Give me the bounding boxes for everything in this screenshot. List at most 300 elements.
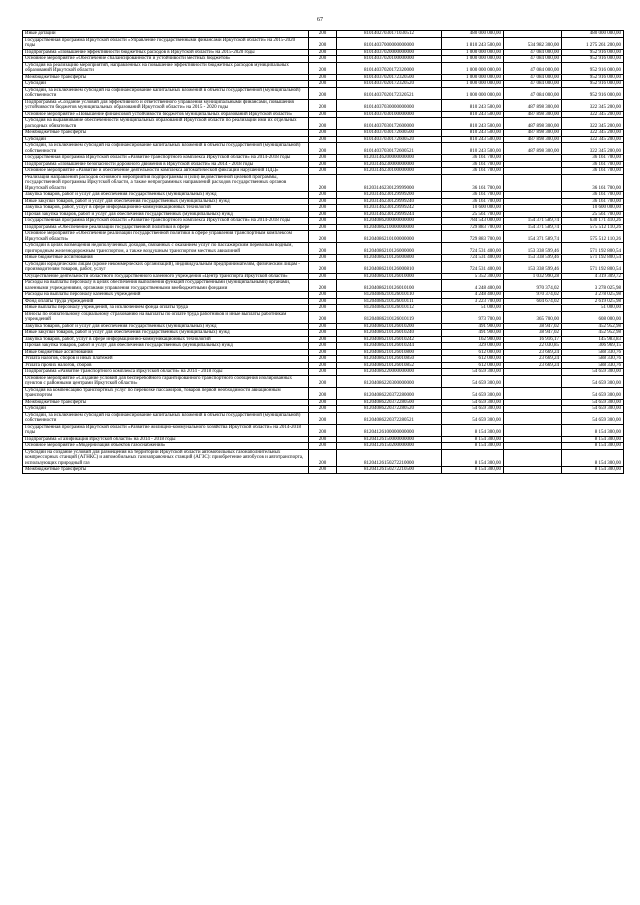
row-name-cell: Государственная программа Иркутской области «Развитие жилищно-коммунального хозяйства Иркутской области» на 2014-2018 годы — [23, 424, 309, 436]
row-code-cell: 81204086210126010200 — [337, 323, 442, 330]
row-name-cell: Фонд оплаты труда учреждений — [23, 298, 309, 305]
row-executed-cell: 365 700,00 — [504, 311, 562, 323]
row-code-cell: 81204086210126000800 — [337, 255, 442, 262]
row-name-cell: Государственная программа Иркутской области «Развитие транспортного комплекса Иркутской области» на 2014-2018 годы — [23, 155, 309, 162]
row-name-cell: Основное мероприятие «Создание условий для бесперебойного гарантированного транспортного сообщения изолированных пунктов с районными центрами Иркутской области» — [23, 375, 309, 387]
row-kod-cell: 200 — [309, 81, 337, 88]
row-approved-cell: 973 700,00 — [442, 311, 504, 323]
table-row — [23, 231, 624, 243]
row-kod-cell: 200 — [309, 130, 337, 137]
table-row — [23, 375, 624, 387]
row-kod-cell: 200 — [309, 49, 337, 56]
row-name-cell: Основное мероприятие «Повышение финансовой устойчивости бюджетов муниципальных образований Иркутской области» — [23, 111, 309, 118]
table-row — [23, 111, 624, 118]
row-executed-cell — [504, 412, 562, 424]
row-code-cell: 81204086220372280521 — [337, 412, 442, 424]
row-kod-cell: 200 — [309, 280, 337, 292]
row-kod-cell: 200 — [309, 305, 337, 312]
row-unexecuted-cell: 322 345 200,00 — [562, 130, 624, 137]
table-row — [23, 87, 624, 99]
row-name-cell: Подпрограмма «Обеспечение реализации государственной политики в сфере — [23, 224, 309, 231]
row-approved-cell: 1 000 000 000,00 — [442, 49, 504, 56]
row-name-cell: Субсидии, за исключением субсидий на софинансирование капитальных вложений в объекты государственной (муниципальной) собственности — [23, 412, 309, 424]
row-code-cell: 81203146230129999000 — [337, 174, 442, 192]
row-code-cell: 81204086210126000810 — [337, 261, 442, 273]
row-name-cell: Закупка товаров, работ и услуг для обеспечения государственных (муниципальных) нужд — [23, 192, 309, 199]
row-executed-cell: 970 374,02 — [504, 292, 562, 299]
row-name-cell: Закупка товаров, работ, услуг в сфере информационно-коммуникационных технологий — [23, 205, 309, 212]
row-kod-cell: 200 — [309, 143, 337, 155]
row-kod-cell: 200 — [309, 406, 337, 413]
row-approved-cell: 1 000 000 000,00 — [442, 81, 504, 88]
row-approved-cell: 36 161 700,00 — [442, 161, 504, 168]
row-unexecuted-cell: 4 319 309,72 — [562, 273, 624, 280]
row-approved-cell: 8 154 300,00 — [442, 424, 504, 436]
row-unexecuted-cell: 54 659 300,00 — [562, 406, 624, 413]
row-name-cell: Субсидии, за исключением субсидий на софинансирование капитальных вложений в объекты государственной (муниципальной) собственности — [23, 87, 309, 99]
row-executed-cell: 38 947,02 — [504, 330, 562, 337]
row-unexecuted-cell: 54 659 300,00 — [562, 369, 624, 376]
row-code-cell: 81204086220000000000 — [337, 369, 442, 376]
row-approved-cell: 54 659 300,00 — [442, 369, 504, 376]
row-kod-cell: 200 — [309, 205, 337, 212]
row-name-cell: Субсидия на реализацию мероприятий, направленных на повышение эффективности бюджетных расходов муниципальных образований Иркутской области — [23, 62, 309, 74]
row-kod-cell: 200 — [309, 449, 337, 467]
row-name-cell: Основное мероприятие «Развитие и обеспечение деятельности комплекса автоматической фиксации нарушений ПДД» — [23, 168, 309, 175]
row-unexecuted-cell: 571 192 800,54 — [562, 261, 624, 273]
row-name-cell: Подпрограмма «Повышение безопасности дорожного движения в Иркутской области» на 2014 - 2018 годы — [23, 161, 309, 168]
row-code-cell: 81204086210100000000 — [337, 231, 442, 243]
table-row — [23, 243, 624, 255]
row-name-cell: Основное мероприятие «Модернизация объектов газоснабжения» — [23, 443, 309, 450]
row-code-cell: 81204086210126010112 — [337, 305, 442, 312]
row-kod-cell: 200 — [309, 87, 337, 99]
row-code-cell: 81204126150272210000 — [337, 449, 442, 467]
row-approved-cell: 5 352 300,00 — [442, 273, 504, 280]
row-kod-cell: 200 — [309, 198, 337, 205]
row-name-cell: Межбюджетные трансферты — [23, 74, 309, 81]
row-kod-cell: 200 — [309, 387, 337, 399]
row-executed-cell: 47 084 000,00 — [504, 74, 562, 81]
row-approved-cell: 36 161 700,00 — [442, 198, 504, 205]
row-name-cell: Основное мероприятие «Обеспечение реализации государственной политики в сфере управления транспортным комплексом Иркутской области» — [23, 231, 309, 243]
row-unexecuted-cell: 480 000 000,00 — [562, 31, 624, 38]
row-name-cell: Подпрограмма «Газификация Иркутской области» на 2014 - 2018 годы — [23, 436, 309, 443]
row-kod-cell: 200 — [309, 224, 337, 231]
table-row — [23, 56, 624, 63]
row-name-cell: Субсидия на компенсацию транспортных услуг по перевозке пассажиров, товаров первой необходимости авиационным транспортом — [23, 387, 309, 399]
row-kod-cell: 200 — [309, 136, 337, 143]
row-unexecuted-cell: 322 345 200,00 — [562, 118, 624, 130]
table-row — [23, 280, 624, 292]
row-kod-cell: 200 — [309, 443, 337, 450]
row-kod-cell: 200 — [309, 168, 337, 175]
row-kod-cell: 200 — [309, 467, 337, 474]
table-row — [23, 174, 624, 192]
row-unexecuted-cell: 36 161 700,00 — [562, 174, 624, 192]
table-row — [23, 424, 624, 436]
row-executed-cell: 487 898 300,00 — [504, 143, 562, 155]
row-name-cell: Субсидии в целях возмещения недополученных доходов, связанных с оказанием услуг по пассажирским перевозкам водным, пригородным железнодорожным транспортом, а также воздушным транспортом местных авиалиний — [23, 243, 309, 255]
row-kod-cell: 200 — [309, 343, 337, 350]
table-row — [23, 261, 624, 273]
row-unexecuted-cell: 452 952,98 — [562, 323, 624, 330]
row-unexecuted-cell: 2 619 025,98 — [562, 298, 624, 305]
row-approved-cell: 1 000 000 000,00 — [442, 74, 504, 81]
row-code-cell: 81204086210126010110 — [337, 292, 442, 299]
row-code-cell: 81204086210126000000 — [337, 243, 442, 255]
row-executed-cell: 1 032 990,28 — [504, 273, 562, 280]
row-approved-cell: 8 154 300,00 — [442, 449, 504, 467]
row-unexecuted-cell: 54 659 300,00 — [562, 375, 624, 387]
row-unexecuted-cell: 145 983,83 — [562, 336, 624, 343]
row-executed-cell: 154 371 589,74 — [504, 224, 562, 231]
row-unexecuted-cell: 322 345 200,00 — [562, 111, 624, 118]
row-name-cell: Закупка товаров, работ и услуг для обеспечения государственных (муниципальных) нужд — [23, 323, 309, 330]
row-kod-cell: 200 — [309, 424, 337, 436]
row-name-cell: Межбюджетные трансферты — [23, 130, 309, 137]
row-kod-cell: 200 — [309, 218, 337, 225]
row-approved-cell: 810 243 500,00 — [442, 130, 504, 137]
row-approved-cell: 491 900,00 — [442, 330, 504, 337]
row-approved-cell: 10 600 000,00 — [442, 205, 504, 212]
row-approved-cell: 36 161 700,00 — [442, 174, 504, 192]
row-code-cell: 81014037030172600521 — [337, 143, 442, 155]
row-approved-cell: 4 248 400,00 — [442, 292, 504, 299]
row-name-cell: Расходы на выплаты персоналу в целях обеспечения выполнения функций государственными (муниципальными) органами, казенными учреждениями, органами управления государственными внебюджетными фондами — [23, 280, 309, 292]
row-executed-cell — [504, 467, 562, 474]
row-unexecuted-cell: 3 278 025,98 — [562, 280, 624, 292]
row-code-cell: 81204126150272210500 — [337, 467, 442, 474]
row-executed-cell: 153 338 599,46 — [504, 243, 562, 255]
row-code-cell: 81014037000000000000 — [337, 37, 442, 49]
row-kod-cell: 200 — [309, 349, 337, 356]
row-kod-cell: 200 — [309, 155, 337, 162]
table-row — [23, 49, 624, 56]
row-name-cell: Реализация направлений расходов основного мероприятия подпрограммы и (или) ведомственной целевой программы, государственной программы Иркутской области, а также непрограммных направлений расходов государственных органов Иркутской области — [23, 174, 309, 192]
row-code-cell: 81204086200000000000 — [337, 218, 442, 225]
row-approved-cell: 1 000 000 000,00 — [442, 87, 504, 99]
table-row — [23, 311, 624, 323]
row-kod-cell: 200 — [309, 412, 337, 424]
row-executed-cell: 47 084 000,00 — [504, 87, 562, 99]
row-unexecuted-cell: 952 916 000,00 — [562, 74, 624, 81]
row-kod-cell: 200 — [309, 231, 337, 243]
row-approved-cell: 491 900,00 — [442, 323, 504, 330]
row-unexecuted-cell: 952 916 000,00 — [562, 81, 624, 88]
row-kod-cell: 200 — [309, 211, 337, 218]
row-approved-cell: 4 248 400,00 — [442, 280, 504, 292]
row-kod-cell: 200 — [309, 243, 337, 255]
row-code-cell: 81014037020172320500 — [337, 74, 442, 81]
row-executed-cell: 487 898 300,00 — [504, 118, 562, 130]
row-unexecuted-cell: 608 000,00 — [562, 311, 624, 323]
row-name-cell: Иные закупки товаров, работ и услуг для обеспечения государственных (муниципальных) нужд — [23, 330, 309, 337]
row-unexecuted-cell: 8 154 300,00 — [562, 443, 624, 450]
row-approved-cell: 810 243 500,00 — [442, 111, 504, 118]
row-executed-cell: 23 669,24 — [504, 362, 562, 369]
row-name-cell: Субсидии на создание условий для размещения на территории Иркутской области автомобильных газонаполнительных компрессорных станций (АГНКС) и автомобильных газозаправочных станций (АГЗС): приобретение автобусов и автотранспорта, использующих природный газ — [23, 449, 309, 467]
row-unexecuted-cell: 51 000,00 — [562, 305, 624, 312]
row-name-cell: Расходы на выплаты персоналу казенных учреждений — [23, 292, 309, 299]
row-code-cell: 81014027030171030512 — [337, 31, 442, 38]
row-kod-cell: 200 — [309, 74, 337, 81]
row-code-cell: 81203146230100000000 — [337, 168, 442, 175]
row-name-cell: Подпрограмма «Развитие транспортного комплекса Иркутской области» на 2014 - 2018 годы — [23, 369, 309, 376]
row-approved-cell: 329 000,00 — [442, 343, 504, 350]
row-approved-cell: 612 000,00 — [442, 362, 504, 369]
row-name-cell: Субсидии — [23, 136, 309, 143]
row-unexecuted-cell: 1 275 261 200,00 — [562, 37, 624, 49]
row-unexecuted-cell: 36 161 700,00 — [562, 192, 624, 199]
row-approved-cell: 36 161 700,00 — [442, 155, 504, 162]
table-row — [23, 412, 624, 424]
table-row — [23, 143, 624, 155]
row-unexecuted-cell: 36 161 700,00 — [562, 168, 624, 175]
row-unexecuted-cell: 3 278 025,98 — [562, 292, 624, 299]
row-unexecuted-cell: 25 561 700,00 — [562, 211, 624, 218]
row-name-cell: Взносы по обязательному социальному страхованию на выплаты по оплате труда работников и иные выплаты работникам учреждений — [23, 311, 309, 323]
row-approved-cell: 729 883 700,00 — [442, 231, 504, 243]
row-code-cell: 81204086210126010244 — [337, 343, 442, 350]
row-kod-cell: 200 — [309, 192, 337, 199]
row-unexecuted-cell: 306 969,15 — [562, 343, 624, 350]
row-kod-cell: 200 — [309, 336, 337, 343]
row-approved-cell: 612 000,00 — [442, 349, 504, 356]
row-code-cell: 81014037030172600500 — [337, 130, 442, 137]
row-name-cell: Субсидии, за исключением субсидий на софинансирование капитальных вложений в объекты государственной (муниципальной) собственности — [23, 143, 309, 155]
row-executed-cell — [504, 375, 562, 387]
table-row — [23, 224, 624, 231]
row-unexecuted-cell: 36 161 700,00 — [562, 161, 624, 168]
row-executed-cell: 47 084 000,00 — [504, 62, 562, 74]
row-kod-cell: 200 — [309, 111, 337, 118]
row-name-cell: Уплата налогов, сборов и иных платежей — [23, 356, 309, 363]
row-kod-cell: 200 — [309, 436, 337, 443]
table-row — [23, 449, 624, 467]
row-approved-cell: 810 243 500,00 — [442, 143, 504, 155]
budget-table — [22, 30, 624, 474]
row-executed-cell: 23 669,24 — [504, 356, 562, 363]
row-code-cell: 81203146200000000000 — [337, 155, 442, 162]
row-unexecuted-cell: 588 330,76 — [562, 362, 624, 369]
row-code-cell: 81204086210126010850 — [337, 356, 442, 363]
row-name-cell: Государственная программа Иркутской области «Развитие транспортного комплекса Иркутской области» на 2014-2018 годы — [23, 218, 309, 225]
row-unexecuted-cell: 952 916 000,00 — [562, 62, 624, 74]
row-name-cell: Прочая закупка товаров, работ и услуг для обеспечения государственных (муниципальных) нужд — [23, 211, 309, 218]
row-unexecuted-cell: 588 330,76 — [562, 356, 624, 363]
row-executed-cell: 154 371 589,74 — [504, 218, 562, 225]
row-code-cell: 81204086210126010119 — [337, 311, 442, 323]
row-approved-cell: 729 883 700,00 — [442, 224, 504, 231]
row-approved-cell: 724 531 400,00 — [442, 261, 504, 273]
row-code-cell: 81014037020172320521 — [337, 87, 442, 99]
row-approved-cell: 810 243 500,00 — [442, 99, 504, 111]
row-executed-cell: 23 669,24 — [504, 349, 562, 356]
row-approved-cell: 810 243 500,00 — [442, 136, 504, 143]
row-unexecuted-cell: 54 659 300,00 — [562, 399, 624, 406]
row-approved-cell: 54 659 300,00 — [442, 375, 504, 387]
row-code-cell: 81014037020172320000 — [337, 62, 442, 74]
row-unexecuted-cell: 36 161 700,00 — [562, 155, 624, 162]
row-code-cell: 81203146230129999244 — [337, 211, 442, 218]
row-name-cell: Закупка товаров, работ, услуг в сфере информационно-коммуникационных технологий — [23, 336, 309, 343]
row-kod-cell: 200 — [309, 31, 337, 38]
row-unexecuted-cell: 571 192 800,54 — [562, 255, 624, 262]
table-row — [23, 118, 624, 130]
row-kod-cell: 200 — [309, 362, 337, 369]
row-executed-cell: 16 916,17 — [504, 336, 562, 343]
row-unexecuted-cell: 571 192 800,54 — [562, 243, 624, 255]
row-kod-cell: 200 — [309, 311, 337, 323]
row-code-cell: 81204126100000000000 — [337, 424, 442, 436]
row-kod-cell: 200 — [309, 399, 337, 406]
table-row — [23, 467, 624, 474]
row-kod-cell: 200 — [309, 161, 337, 168]
row-kod-cell: 200 — [309, 292, 337, 299]
row-unexecuted-cell: 322 345 200,00 — [562, 136, 624, 143]
row-unexecuted-cell: 630 171 410,26 — [562, 218, 624, 225]
row-approved-cell: 810 243 500,00 — [442, 118, 504, 130]
row-code-cell: 81204086210126010240 — [337, 330, 442, 337]
row-code-cell: 81204086210000000000 — [337, 224, 442, 231]
row-kod-cell: 200 — [309, 118, 337, 130]
row-code-cell: 81203146230000000000 — [337, 161, 442, 168]
row-executed-cell: 970 374,02 — [504, 280, 562, 292]
row-code-cell: 81203146230129999200 — [337, 192, 442, 199]
row-executed-cell — [504, 387, 562, 399]
row-unexecuted-cell: 322 345 200,00 — [562, 99, 624, 111]
row-executed-cell: 154 371 589,74 — [504, 231, 562, 243]
row-approved-cell: 8 154 300,00 — [442, 436, 504, 443]
row-unexecuted-cell: 54 659 300,00 — [562, 412, 624, 424]
row-kod-cell: 200 — [309, 261, 337, 273]
row-unexecuted-cell: 8 154 300,00 — [562, 436, 624, 443]
row-approved-cell: 784 543 000,00 — [442, 218, 504, 225]
row-code-cell: 81203146230129999242 — [337, 205, 442, 212]
row-executed-cell: 487 898 300,00 — [504, 130, 562, 137]
row-executed-cell — [504, 174, 562, 192]
row-kod-cell: 200 — [309, 255, 337, 262]
row-executed-cell — [504, 449, 562, 467]
row-unexecuted-cell: 452 952,98 — [562, 330, 624, 337]
row-code-cell: 81014037020100000000 — [337, 56, 442, 63]
row-kod-cell: 200 — [309, 174, 337, 192]
row-unexecuted-cell: 952 916 000,00 — [562, 49, 624, 56]
table-row — [23, 62, 624, 74]
row-approved-cell: 36 161 700,00 — [442, 192, 504, 199]
row-code-cell: 81204086210126010800 — [337, 349, 442, 356]
page-number: 67 — [317, 17, 323, 23]
row-kod-cell: 200 — [309, 298, 337, 305]
row-kod-cell: 200 — [309, 273, 337, 280]
row-approved-cell: 1 000 000 000,00 — [442, 56, 504, 63]
row-name-cell: Субсидия на выравнивание обеспеченности муниципальных образований Иркутской области по реализации ими их отдельных расходных обязательств — [23, 118, 309, 130]
row-executed-cell: 47 084 000,00 — [504, 49, 562, 56]
row-unexecuted-cell: 8 154 300,00 — [562, 449, 624, 467]
row-name-cell: Субсидии — [23, 81, 309, 88]
row-name-cell: Межбюджетные трансферты — [23, 467, 309, 474]
row-name-cell: Подпрограмма «Создание условий для эффективного и ответственного управления муниципальными финансами, повышения устойчивости бюджетов муниципальных образований Иркутской области» на 2015 - 2020 годы — [23, 99, 309, 111]
row-approved-cell: 54 659 300,00 — [442, 399, 504, 406]
row-code-cell: 81204086220300000000 — [337, 375, 442, 387]
row-approved-cell: 54 659 300,00 — [442, 406, 504, 413]
row-name-cell: Иные дотации — [23, 31, 309, 38]
row-approved-cell: 724 531 400,00 — [442, 243, 504, 255]
row-kod-cell: 200 — [309, 356, 337, 363]
row-executed-cell: 22 030,85 — [504, 343, 562, 350]
row-approved-cell: 54 659 300,00 — [442, 387, 504, 399]
row-unexecuted-cell: 322 345 200,00 — [562, 143, 624, 155]
row-executed-cell: 153 338 599,46 — [504, 255, 562, 262]
row-approved-cell: 36 161 700,00 — [442, 168, 504, 175]
row-approved-cell: 8 154 300,00 — [442, 467, 504, 474]
row-executed-cell: 487 898 300,00 — [504, 111, 562, 118]
row-code-cell: 81204086210126010852 — [337, 362, 442, 369]
row-kod-cell: 200 — [309, 62, 337, 74]
row-kod-cell: 200 — [309, 56, 337, 63]
row-approved-cell: 1 810 243 500,00 — [442, 37, 504, 49]
row-code-cell: 81204086210126010100 — [337, 280, 442, 292]
row-approved-cell: 51 000,00 — [442, 305, 504, 312]
row-code-cell: 81204126150200000000 — [337, 443, 442, 450]
row-executed-cell: 38 947,02 — [504, 323, 562, 330]
row-unexecuted-cell: 8 154 300,00 — [562, 424, 624, 436]
row-unexecuted-cell: 36 161 700,00 — [562, 198, 624, 205]
row-code-cell: 81014037030172600520 — [337, 136, 442, 143]
row-kod-cell: 200 — [309, 323, 337, 330]
row-name-cell: Основное мероприятие «Обеспечение сбалансированности и устойчивости местных бюджетов» — [23, 56, 309, 63]
row-executed-cell: 604 674,02 — [504, 298, 562, 305]
row-unexecuted-cell: 575 512 110,26 — [562, 231, 624, 243]
row-approved-cell: 3 223 700,00 — [442, 298, 504, 305]
table-row — [23, 218, 624, 225]
budget-table-body — [23, 31, 624, 474]
row-approved-cell: 8 154 300,00 — [442, 443, 504, 450]
row-approved-cell: 724 531 400,00 — [442, 255, 504, 262]
row-name-cell: Иные бюджетные ассигнования — [23, 255, 309, 262]
row-name-cell: Осуществление деятельности областного государственного казенного учреждения «Центр транспорта Иркутской области» — [23, 273, 309, 280]
row-code-cell: 81203146230129999240 — [337, 198, 442, 205]
table-row — [23, 99, 624, 111]
row-name-cell: Подпрограмма «Повышение эффективности бюджетных расходов в Иркутской области» на 2015-2020 годы — [23, 49, 309, 56]
row-executed-cell — [504, 424, 562, 436]
row-executed-cell: 47 084 000,00 — [504, 81, 562, 88]
row-unexecuted-cell: 588 330,76 — [562, 349, 624, 356]
row-approved-cell: 25 561 700,00 — [442, 211, 504, 218]
row-unexecuted-cell: 575 512 110,26 — [562, 224, 624, 231]
row-approved-cell: 54 659 300,00 — [442, 412, 504, 424]
row-approved-cell: 612 000,00 — [442, 356, 504, 363]
row-kod-cell: 200 — [309, 375, 337, 387]
table-row — [23, 273, 624, 280]
row-name-cell: Государственная программа Иркутской области «Управление государственными финансами Иркутской области» на 2015-2020 годы — [23, 37, 309, 49]
row-kod-cell: 200 — [309, 369, 337, 376]
row-code-cell: 81204086220372280500 — [337, 399, 442, 406]
row-code-cell: 81204086220372280000 — [337, 387, 442, 399]
row-code-cell: 81014037030100000000 — [337, 111, 442, 118]
row-name-cell: Прочая закупка товаров, работ и услуг для обеспечения государственных (муниципальных) нужд — [23, 343, 309, 350]
row-code-cell: 81204126150000000000 — [337, 436, 442, 443]
row-executed-cell: 153 338 599,46 — [504, 261, 562, 273]
row-code-cell: 81014037020000000000 — [337, 49, 442, 56]
row-unexecuted-cell: 952 916 000,00 — [562, 56, 624, 63]
row-executed-cell: 487 898 300,00 — [504, 136, 562, 143]
row-unexecuted-cell: 952 916 000,00 — [562, 87, 624, 99]
row-unexecuted-cell: 8 154 300,00 — [562, 467, 624, 474]
row-code-cell: 81204086210126010000 — [337, 273, 442, 280]
row-approved-cell: 162 900,00 — [442, 336, 504, 343]
